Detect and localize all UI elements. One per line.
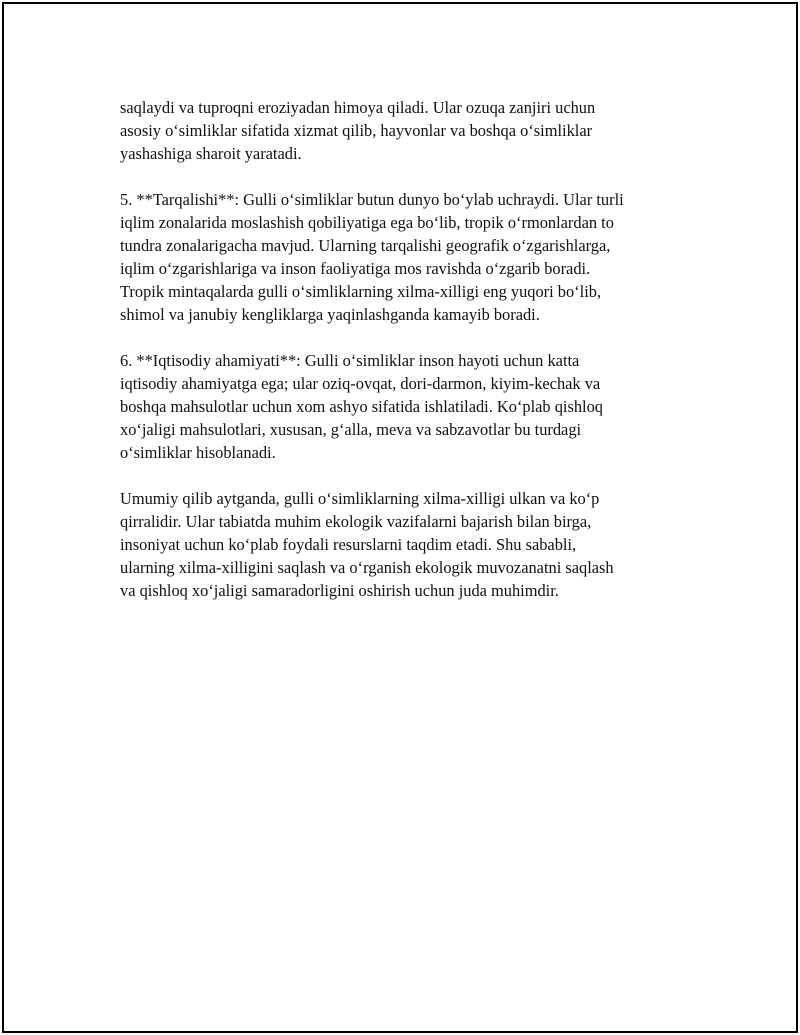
document-body	[120, 96, 700, 625]
document-page	[2, 2, 798, 1033]
paragraph-distribution: 5. **Tarqalishi**: Gulli o‘simliklar butun dunyo bo‘ylab uchraydi. Ular turli iqlim zonalarida moslashish qobiliyatiga ega bo‘lib, tropik o‘rmonlardan to tundra zonalarigacha mavjud. Ularning tarqalishi geografik o‘zgarishlarga, iqlim o‘zgarishlariga va inson faoliyatiga mos ravishda o‘zgarib boradi. Tropik mintaqalarda gulli o‘simliklarning xilma-xilligi eng yuqori bo‘lib, shimol va janubiy kengliklarga yaqinlashganda kamayib boradi.	[120, 190, 624, 324]
paragraph-economic-importance: 6. **Iqtisodiy ahamiyati**: Gulli o‘simliklar inson hayoti uchun katta iqtisodiy ahamiyatga ega; ular oziq-ovqat, dori-darmon, kiyim-kechak va boshqa mahsulotlar uchun xom ashyo sifatida ishlatiladi. Ko‘plab qishloq xo‘jaligi mahsulotlari, xususan, g‘alla, meva va sabzavotlar bu turdagi o‘simliklar hisoblanadi.	[120, 351, 603, 462]
paragraph-conclusion: Umumiy qilib aytganda, gulli o‘simliklarning xilma-xilligi ulkan va ko‘p qirralidir. Ular tabiatda muhim ekologik vazifalarni bajarish bilan birga, insoniyat uchun ko‘plab foydali resurslarni taqdim etadi. Shu sababli, ularning xilma-xilligini saqlash va o‘rganish ekologik muvozanatni saqlash va qishloq xo‘jaligi samaradorligini oshirish uchun juda muhimdir.	[120, 489, 614, 600]
paragraph-continuation: saqlaydi va tuproqni eroziyadan himoya qiladi. Ular ozuqa zanjiri uchun asosiy o‘simliklar sifatida xizmat qilib, hayvonlar va boshqa o‘simliklar yashashiga sharoit yaratadi.	[120, 98, 596, 163]
